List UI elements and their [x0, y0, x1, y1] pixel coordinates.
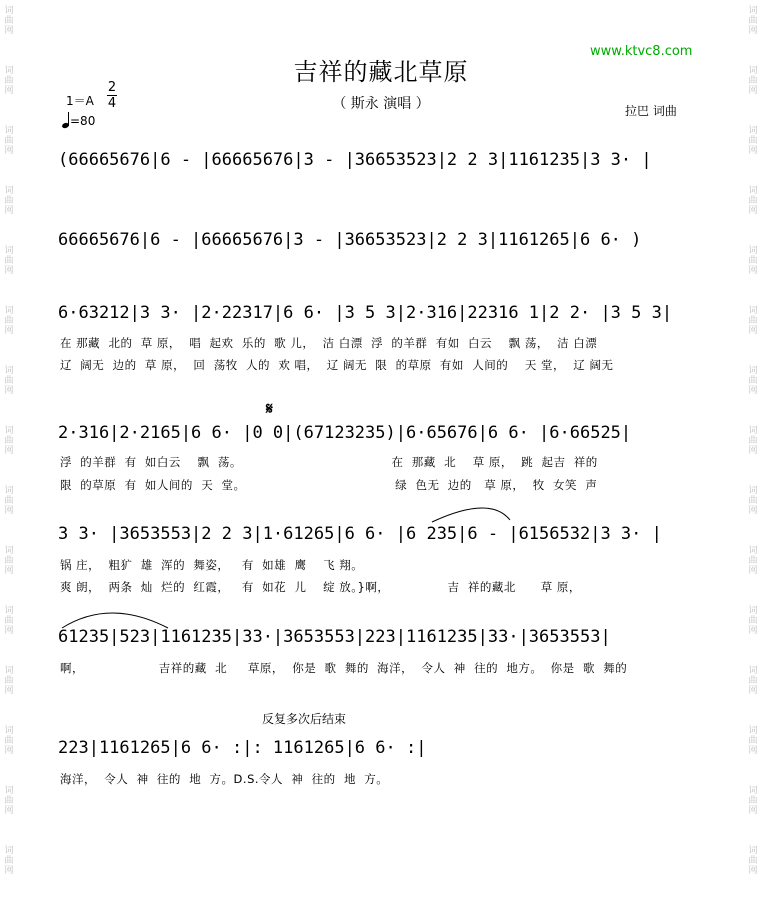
- watermark-group: 词 曲 网: [4, 786, 14, 816]
- watermark-group: 词 曲 网: [4, 846, 14, 876]
- lyric-verse-1: 啊， 吉祥的藏 北 草原， 你是 歌 舞的 海洋， 令人 神 往的 地方。 你是 歌 舞的: [60, 661, 628, 675]
- lyric-verse-1: 海洋， 令人 神 往的 地 方。D.S.令人 神 往的 地 方。: [60, 772, 389, 786]
- watermark-group: 词 曲 网: [748, 546, 758, 576]
- watermark-group: 词 曲 网: [748, 486, 758, 516]
- watermark-group: 词 曲 网: [4, 726, 14, 756]
- notation-line: 66665676|6 - |66665676|3 - |36653523|2 2 3|1161265|6 6· ): [58, 230, 642, 250]
- segno-icon: 𝄋: [266, 399, 273, 418]
- lyric-verse-2: 限 的草原 有 如人间的 天 堂。 绿 色无 边的 草 原， 牧 女笑 声: [60, 478, 598, 492]
- notation-line: 61235|523|1161235|33·|3653553|223|1161235|33·|3653553|: [58, 627, 611, 647]
- repeat-instruction: 反复多次后结束: [262, 712, 347, 726]
- watermark-group: 词 曲 网: [748, 186, 758, 216]
- watermark-group: 词 曲 网: [748, 6, 758, 36]
- notation-line: 2·316|2·2165|6 6· |0 0|(67123235)|6·65676|6 6· |6·66525|: [58, 423, 632, 443]
- watermark-group: 词 曲 网: [748, 366, 758, 396]
- watermark-group: 词 曲 网: [4, 666, 14, 696]
- watermark-right: [745, 6, 761, 906]
- watermark-group: 词 曲 网: [4, 6, 14, 36]
- time-signature: [106, 80, 118, 111]
- watermark-left: [1, 6, 17, 906]
- watermark-group: 词 曲 网: [4, 606, 14, 636]
- watermark-group: 词 曲 网: [748, 786, 758, 816]
- watermark-group: 词 曲 网: [748, 846, 758, 876]
- lyric-verse-1: 浮 的羊群 有 如白云 飘 荡。 在 那藏 北 草 原， 跳 起吉 祥的: [60, 455, 598, 469]
- watermark-group: 词 曲 网: [4, 426, 14, 456]
- song-title: 吉祥的藏北草原: [293, 58, 469, 86]
- composer-credit: 拉巴 词曲: [625, 104, 677, 118]
- watermark-group: 词 曲 网: [748, 66, 758, 96]
- site-url[interactable]: www.ktvc8.com: [590, 44, 693, 59]
- notation-line: 6·63212|3 3· |2·22317|6 6· |3 5 3|2·316|22316 1|2 2· |3 5 3|: [58, 303, 673, 323]
- watermark-group: 词 曲 网: [748, 726, 758, 756]
- watermark-group: 词 曲 网: [4, 126, 14, 156]
- watermark-group: 词 曲 网: [748, 126, 758, 156]
- time-sig-numerator: 2: [107, 80, 117, 95]
- watermark-group: 词 曲 网: [748, 306, 758, 336]
- watermark-group: 词 曲 网: [4, 246, 14, 276]
- lyric-verse-1: 锅 庄， 粗犷 雄 浑的 舞姿， 有 如雄 鹰 飞 翔。: [60, 558, 364, 572]
- slur-arc: [432, 508, 510, 522]
- watermark-group: 词 曲 网: [4, 306, 14, 336]
- lyric-verse-2: 辽 阔无 边的 草 原， 回 荡牧 人的 欢 唱， 辽 阔无 限 的草原 有如 人间的 天 堂， 辽 阔无: [60, 358, 614, 372]
- watermark-group: 词 曲 网: [4, 66, 14, 96]
- lyric-verse-2: 爽 朗， 两条 灿 烂的 红霞， 有 如花 儿 绽 放。}啊， 吉 祥的藏北 草 原，: [60, 580, 581, 594]
- key-signature: 1＝A: [66, 94, 94, 108]
- quarter-note-icon: [62, 112, 70, 128]
- lyric-verse-1: 在 那藏 北的 草 原， 唱 起欢 乐的 歌 儿， 洁 白漂 浮 的羊群 有如 白云 飘 荡， 洁 白漂: [60, 336, 598, 350]
- watermark-group: 词 曲 网: [748, 246, 758, 276]
- watermark-group: 词 曲 网: [748, 606, 758, 636]
- watermark-group: 词 曲 网: [4, 546, 14, 576]
- watermark-group: 词 曲 网: [4, 366, 14, 396]
- slur-arc: [62, 613, 168, 628]
- watermark-group: 词 曲 网: [4, 186, 14, 216]
- time-sig-denominator: 4: [107, 96, 117, 111]
- watermark-group: 词 曲 网: [4, 486, 14, 516]
- watermark-group: 词 曲 网: [748, 426, 758, 456]
- singer-credit: （ 斯永 演唱 ）: [332, 96, 430, 112]
- notation-line: 3 3· |3653553|2 2 3|1·61265|6 6· |6 235|6 - |6156532|3 3· |: [58, 524, 662, 544]
- notation-line: 223|1161265|6 6· :|: 1161265|6 6· :|: [58, 738, 427, 758]
- tempo-marking: [62, 112, 95, 128]
- watermark-group: 词 曲 网: [748, 666, 758, 696]
- tempo-value: =80: [70, 114, 96, 128]
- notation-line: (66665676|6 - |66665676|3 - |36653523|2 2 3|1161235|3 3· |: [58, 150, 652, 170]
